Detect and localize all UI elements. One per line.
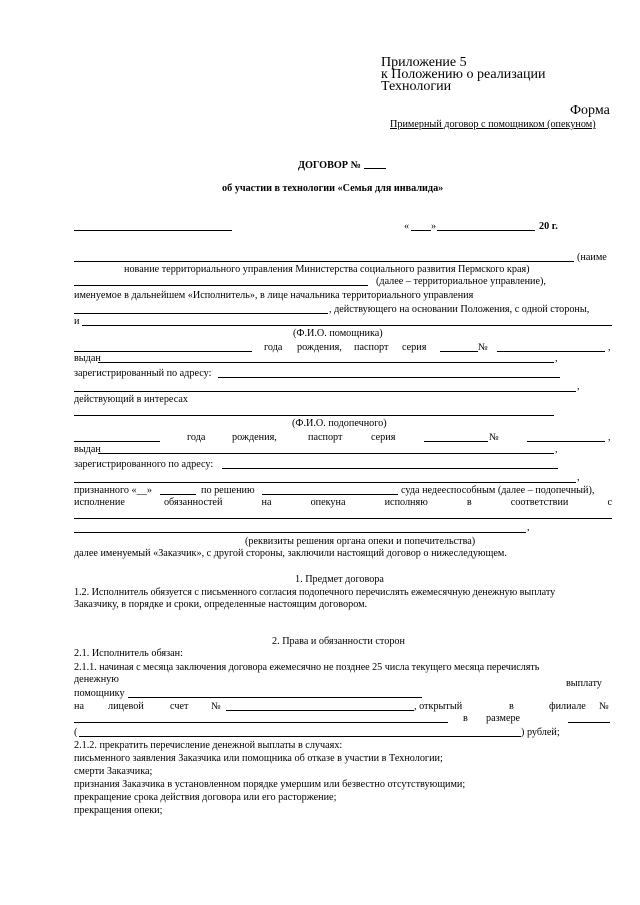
guardian-decision-field[interactable] xyxy=(74,518,612,519)
guardian-decision-field-2[interactable] xyxy=(74,532,526,533)
amount-v: в xyxy=(463,713,468,724)
date-quote-close: » xyxy=(431,221,437,232)
ward-address-field[interactable] xyxy=(222,468,558,469)
word: опекуна xyxy=(310,497,346,508)
court-incapable: суда недееспособным (далее – подопечный), xyxy=(401,485,595,496)
ward-pasport: паспорт xyxy=(308,432,343,443)
helper-registered: зарегистрированный по адресу: xyxy=(74,368,212,379)
helper-recipient-field[interactable] xyxy=(128,697,422,698)
form-subtitle: Примерный договор с помощником (опекуном) xyxy=(390,119,596,130)
comma: , xyxy=(555,444,558,455)
helper-address-field-2[interactable] xyxy=(74,391,576,392)
word: с xyxy=(607,497,612,508)
ward-series-field[interactable] xyxy=(424,441,488,442)
helper-address-field[interactable] xyxy=(218,377,560,378)
acting-basis: , действующего на основании Положения, с одной стороны, xyxy=(329,304,590,315)
date-month-field[interactable] xyxy=(437,230,535,231)
word: соответствии xyxy=(510,497,569,508)
ward-birth-year-field[interactable] xyxy=(74,441,160,442)
guardian-caption: (реквизиты решения органа опеки и попечительства) xyxy=(245,536,476,547)
branch-field[interactable] xyxy=(74,722,448,723)
appendix-line1: Приложение 5 xyxy=(381,55,467,70)
section2-title: 2. Права и обязанности сторон xyxy=(272,636,405,647)
v-word: в xyxy=(509,701,514,712)
form-label: Форма xyxy=(570,103,610,118)
appendix-line2: к Положению о реализации xyxy=(381,67,546,82)
case-3: признания Заказчика в установленном порядке умершим или безвестно отсутствующими; xyxy=(74,779,466,790)
word: исполнение xyxy=(74,497,125,508)
and-word: и xyxy=(74,316,80,327)
branch-word: филиале xyxy=(549,701,586,712)
ward-number-field[interactable] xyxy=(527,441,605,442)
recognized-date-field[interactable] xyxy=(160,494,196,495)
helper-number-field[interactable] xyxy=(497,351,605,352)
ward-registered: зарегистрированного по адресу: xyxy=(74,459,214,470)
branch-no: № xyxy=(599,701,609,712)
helper-series-field[interactable] xyxy=(440,351,478,352)
by-decision: по решению xyxy=(201,485,255,496)
head-name-field[interactable] xyxy=(74,313,328,314)
case-1: письменного заявления Заказчика или помощника об отказе в участии в Технологии; xyxy=(74,753,443,764)
named-executor: именуемое в дальнейшем «Исполнитель», в лице начальника территориального управления xyxy=(74,290,474,301)
account-no: № xyxy=(211,701,221,712)
helper-issued-field[interactable] xyxy=(98,362,554,363)
section2-p211-line1: 2.1.1. начиная с месяца заключения договора ежемесячно не позднее 25 числа текущего месяца перечислять xyxy=(74,662,540,673)
section2-p211-line2: денежную xyxy=(74,674,119,685)
paren-open: ( xyxy=(74,727,78,738)
helper-word: помощнику xyxy=(74,688,125,699)
ward-name-field[interactable] xyxy=(74,415,554,416)
place-field[interactable] xyxy=(74,230,232,231)
comma: , xyxy=(608,342,611,353)
comma: , xyxy=(527,522,530,533)
ward-caption: (Ф.И.О. подопечного) xyxy=(292,418,387,429)
tu-name-suffix: (наиме xyxy=(577,252,607,263)
word: на xyxy=(261,497,272,508)
word: исполняю xyxy=(384,497,428,508)
date-day-field[interactable] xyxy=(411,230,431,231)
account-number-field[interactable] xyxy=(226,710,414,711)
ward-goda: года xyxy=(187,432,206,443)
helper-rozhdeniya: рождения, xyxy=(297,342,342,353)
date-quote-open: « xyxy=(404,221,410,232)
helper-issued: выдан xyxy=(74,353,101,364)
acting-for: действующий в интересах xyxy=(74,394,188,405)
word: обязанностей xyxy=(163,497,223,508)
tu-name-field[interactable] xyxy=(74,261,574,262)
section2-vyplatu: выплату xyxy=(566,678,602,689)
helper-caption: (Ф.И.О. помощника) xyxy=(293,328,383,339)
ward-issued-field[interactable] xyxy=(98,453,554,454)
opened: , открытый xyxy=(414,701,463,712)
section1-p1-line2: Заказчику, в порядке и сроки, определенные настоящим договором. xyxy=(74,599,368,610)
case-4: прекращение срока действия договора или его расторжение; xyxy=(74,792,337,803)
account-litsevoy: лицевой xyxy=(108,701,144,712)
amount-field[interactable] xyxy=(568,722,610,723)
section1-p1-line1: 1.2. Исполнитель обязуется с письменного согласия подопечного перечислять ежемесячную денежную выплату xyxy=(74,587,556,598)
doc-title: ДОГОВОР № xyxy=(298,160,361,171)
performing-duties-row xyxy=(74,497,612,509)
doc-number-field[interactable] xyxy=(364,168,386,169)
date-year: 20 г. xyxy=(539,221,558,232)
helper-pasport: паспорт xyxy=(354,342,389,353)
section2-p212: 2.1.2. прекратить перечисление денежной выплаты в случаях: xyxy=(74,740,343,751)
helper-birth-year-field[interactable] xyxy=(74,351,252,352)
court-field[interactable] xyxy=(262,494,398,495)
word: в xyxy=(466,497,472,508)
hereinafter-tu: (далее – территориальное управление), xyxy=(376,276,546,287)
appendix-line3: Технологии xyxy=(381,79,452,94)
comma: , xyxy=(608,432,611,443)
tu-name-caption: нование территориального управления Министерства социального развития Пермского края) xyxy=(124,264,530,275)
amount-size: размере xyxy=(486,713,521,724)
ward-seriya: серия xyxy=(371,432,396,443)
comma: , xyxy=(555,353,558,364)
ward-address-field-2[interactable] xyxy=(74,482,576,483)
ward-rozhdeniya: рождения, xyxy=(232,432,277,443)
ward-issued: выдан xyxy=(74,444,101,455)
section1-title: 1. Предмет договора xyxy=(295,574,384,585)
case-5: прекращения опеки; xyxy=(74,805,163,816)
recognized: признанного «__» xyxy=(74,485,152,496)
case-2: смерти Заказчика; xyxy=(74,766,153,777)
account-schet: счет xyxy=(170,701,189,712)
account-na: на xyxy=(74,701,84,712)
amount-words-field[interactable] xyxy=(79,736,521,737)
helper-name-field[interactable] xyxy=(82,325,612,326)
helper-god: года xyxy=(264,342,283,353)
section2-p21: 2.1. Исполнитель обязан: xyxy=(74,648,183,659)
doc-subtitle: об участии в технологии «Семья для инвалида» xyxy=(222,183,444,194)
helper-seriya: серия xyxy=(402,342,427,353)
customer-named: далее именуемый «Заказчик», с другой стороны, заключили настоящий договор о нижеследующем. xyxy=(74,548,507,559)
ward-no: № xyxy=(489,432,499,443)
rubles: ) рублей; xyxy=(521,727,560,738)
tu-extra-field[interactable] xyxy=(74,285,368,286)
comma: , xyxy=(577,472,580,483)
comma: , xyxy=(577,381,580,392)
helper-no: № xyxy=(478,342,488,353)
